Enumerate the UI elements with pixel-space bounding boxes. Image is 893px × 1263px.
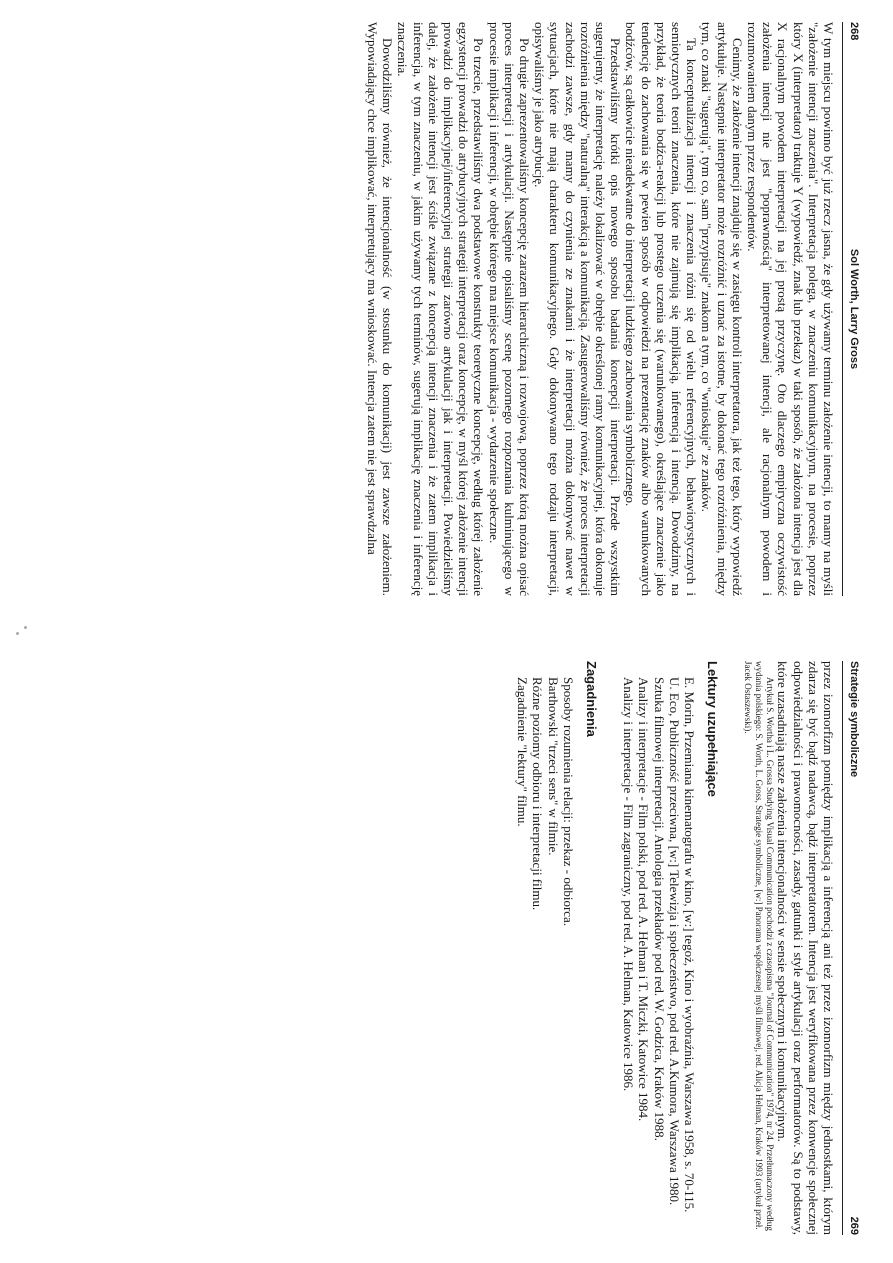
scan-speck xyxy=(16,632,19,635)
issue-item: Sposoby rozumienia relacji: przekaz - odbiorca. xyxy=(560,677,576,927)
reading-item: E. Morin, Przemiana kinematografu w kino, [w:] tegoż, Kino i wyobraźnia, Warszawa 1958, s. 70-115. xyxy=(681,677,697,1213)
further-reading-heading: Lektury uzupełniające xyxy=(705,661,721,797)
reading-item: U. Eco, Publiczność przeciwna, [w:] Telewizja i społeczeństwo, pod red. A.Kumora, Warszawa 1980. xyxy=(666,677,682,1206)
left-page xyxy=(365,22,863,596)
issue-item: Różne poziomy odbioru i interpretacji filmu. xyxy=(530,677,546,911)
right-page-header xyxy=(842,661,863,1235)
paragraph: Po trzecie, przedstawiliśmy dwa podstawowe konstrukty teoretyczne koncepcję, według której założenie egzystencji prowadzi do atrybucyjnych strategii interpretacji oraz koncepcję, w myśl której założenie intencji prowadzi do implikacyjnej/inferencyjnej strategii zarówno artykulacji jak i interpretacji. Powiedzieliśmy dalej, że założenie intencji jest ściśle związane z koncepcją intencji znaczenia i że zatem implikacja i inferencja, w tym znaczeniu, w jakim używamy tych terminów, sugerują implikację znaczenia i inferencję znaczenia. xyxy=(395,22,487,596)
paragraph: przez izomorfizm pomiędzy implikacją a inferencją ani też przez izomorfizm między jednostkami, którym zdarza się być bądź nadawcą, bądź interpretatorem. Intencja jest weryfikowana przez konwencje społecznej odpowiedzialności i prawomocności, zasady, gatunki i style artykulacji oraz performatorów. Są to podstawy, które uzasadniają nasze założenia intencjonalności w sensie społecznym i komunikacyjnym. xyxy=(775,661,836,1235)
issue-item: Barthowski "trzeci sens" w filmie. xyxy=(545,677,561,856)
left-page-number: 268 xyxy=(848,22,860,41)
right-page xyxy=(515,661,863,1235)
reading-item: Analizy i interpretacje - Film zagraniczny, pod red. A. Helman, Katowice 1986. xyxy=(621,677,637,1092)
further-reading-list xyxy=(621,661,697,1235)
right-running-title: Strategie symboliczne xyxy=(848,661,860,778)
scan-speck xyxy=(24,626,27,629)
paragraph: Przedstawiliśmy krótki opis nowego sposobu badania koncepcji interpretacji. Przede wszystkim sugerujemy, że interpretację należy lokalizować w obrębie określonej ramy komunikacyjnej, która dokonuje rozróżnienia między "naturalną" interakcją a komunikacją. Zasugerowaliśmy również, że proces interpretacji zachodzi zawsze, gdy mamy do czynienia ze znakami i że interpretacji można dokonywać nawet w sytuacjach, które nie mają charakteru komunikacyjnego. Gdy dokonywano tego rodzaju interpretacji, opisywaliśmy je jako atrybucję. xyxy=(532,22,624,596)
left-running-title: Sol Worth, Larry Gross xyxy=(848,248,860,370)
reading-item: Analizy i interpretacje - Film polski, pod red. A. Helman i T. Miczki, Katowice 1984. xyxy=(636,677,652,1122)
issues-list xyxy=(515,661,576,1235)
left-page-header xyxy=(842,22,863,596)
left-page-body xyxy=(365,22,836,596)
source-footnote: Artykuł S. Wortha i L. Grossa Studying Visual Communication pochodzi z czasopisma "Journal of Communication" 1974, nr 24. Przetłumaczony według wydania polskiego: S. Worth, L. Gross, Strategie symboliczne, [w:] Panorama współczesnej myśli filmowej, red. Alicja Helman, Kraków 1993 (artykuł przeł. Jacek Ostaszewski). xyxy=(743,661,776,1231)
paragraph: Ta konceptualizacja intencji i znaczenia różni się od wielu referencyjnych, behawiorystycznych i semiotycznych teorii znaczenia, które nie zajmują się implikacją, inferencją i intencją. Dowodzimy, na przykład, że teoria bodźca-reakcji lub prostego uczenia się (warunkowanego), określające znaczenie jako tendencję do zachowania się w pewien sposób w odpowiedzi na prezentację znaków albo warunkowanych bodźców, są całkowicie nieadekwatne do interpretacji ludzkiego zachowania symbolicznego. xyxy=(623,22,700,596)
issues-heading: Zagadnienia xyxy=(583,661,599,737)
right-page-number: 269 xyxy=(848,1216,860,1235)
issue-item: Zagadnienie "lektury" filmu. xyxy=(515,677,531,827)
paragraph: W tym miejscu powinno być już rzecz jasna, że gdy używamy terminu założenie intencji, to mamy na myśli "założenie intencji znaczenia". Interpretacja polega, w znaczeniu komunikacyjnym, na procesie, poprzez który X (interpretator) traktuje Y (wypowiedź, znak lub przekaz) w taki sposób, że założona intencja jest dla X racjonalnym powodem interpretacji na jej prostą przyczynę. Oto dlaczego empiryczna oczywistość założenia intencji nie jest "poprawnością" interpretowanej intencji, ale racjonalnym powodem i rozumowaniem danym przez respondentów. xyxy=(744,22,836,596)
paragraph: Dowodziliśmy również, że intencjonalność (w stosunku do komunikacji) jest zawsze założeniem. Wypowiadający chce implikować, interpretujący ma wnioskować. Intencja zatem nie jest sprawdzalna xyxy=(364,22,396,596)
reading-item: Sztuka filmowej interpretacji. Antologia przekładów pod red. W. Godzica, Kraków 1988. xyxy=(651,677,667,1141)
right-page-body xyxy=(515,661,836,1235)
paragraph: Cenimy, że założenie intencji znajduje się w zasięgu kontroli interpretatora, jak też tego, który wypowiedź artykułuje. Następnie interpretator może rozróżnić i uznać za istotne, by dokonać tego rozróżnienia, między tym, co znaki "sugerują", tym co, sam "przypisuje" znakom a tym, co "wnioskuje" ze znaków. xyxy=(699,22,745,596)
paragraph: Po drugie zaprezentowaliśmy koncepcję zarazem hierarchiczną i rozwojową, poprzez którą można opisać proces interpretacji i artykulacji. Następnie opisaliśmy scenę pozornego rozpoznania kulminującego w procesie implikacji i inferencji, w obrębie którego ma miejsce komunikacja - wydarzenie społeczne. xyxy=(486,22,532,596)
